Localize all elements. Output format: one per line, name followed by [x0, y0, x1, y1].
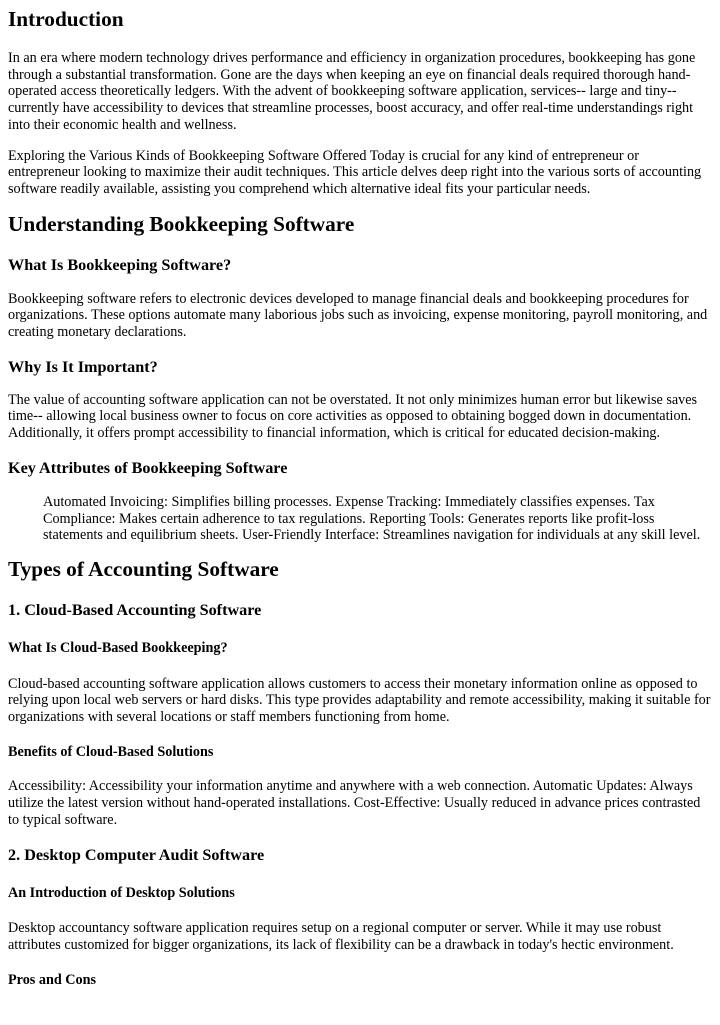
pros-cons-heading: Pros and Cons	[8, 971, 97, 988]
types-heading: Types of Accounting Software	[8, 556, 279, 581]
why-paragraph: The value of accounting software application can not be overstated. It not only minimizes human error but likewise saves time-- allowing local business owner to focus on core activities as opposed to obtaining bogged down in documentation. Additionally, it offers prompt accessibility to financial information, which is critical for educated decision-making.	[8, 391, 698, 442]
introduction-heading: Introduction	[8, 7, 124, 31]
desktop-heading: 2. Desktop Computer Audit Software	[8, 845, 265, 864]
desktop-intro-paragraph: Desktop accountancy software application requires setup on a regional computer or server. While it may use robust attributes customized for bigger organizations, its lack of flexibility can be a drawback in today's hectic environment.	[8, 920, 674, 953]
cloud-benefits-heading: Benefits of Cloud-Based Solutions	[8, 743, 214, 760]
understanding-heading: Understanding Bookkeeping Software	[8, 211, 355, 236]
key-attributes-quote: Automated Invoicing: Simplifies billing processes. Expense Tracking: Immediately classifies expenses. Tax Compliance: Makes certain adherence to tax regulations. Reporting Tools: Generates reports like profit-loss statements and equilibrium sheets. User-Friendly Interface: Streamlines navigation for individuals at any skill level.	[43, 493, 701, 544]
what-is-heading: What Is Bookkeeping Software?	[8, 255, 232, 274]
introduction-paragraph-2: Exploring the Various Kinds of Bookkeeping Software Offered Today is crucial for any kind of entrepreneur or entrepreneur looking to maximize their audit techniques. This article delves deep right into the various sorts of accounting software readily available, assisting you comprehend which alternative ideal fits your particular needs.	[8, 147, 702, 197]
cloud-what-paragraph: Cloud-based accounting software application allows customers to access their monetary information online as opposed to relying upon local web servers or hard disks. This type provides adaptability and remote accessibility, making it suitable for organizations with several locations or staff members functioning from home.	[8, 675, 711, 726]
cloud-benefits-paragraph: Accessibility: Accessibility your information anytime and anywhere with a web connection. Automatic Updates: Always utilize the latest version without hand-operated installations. Cost-Effective: Usually reduced in advance prices contrasted to typical software.	[8, 778, 701, 828]
cloud-heading: 1. Cloud-Based Accounting Software	[8, 600, 262, 619]
key-attributes-heading: Key Attributes of Bookkeeping Software	[8, 458, 288, 477]
what-is-paragraph: Bookkeeping software refers to electronic devices developed to manage financial deals and bookkeeping procedures for organizations. These options automate many laborious jobs such as invoicing, expense monitoring, payroll monitoring, and creating monetary declarations.	[8, 290, 708, 341]
why-heading: Why Is It Important?	[8, 357, 158, 376]
article	[0, 7, 720, 988]
desktop-intro-heading: An Introduction of Desktop Solutions	[8, 884, 235, 901]
cloud-what-heading: What Is Cloud-Based Bookkeeping?	[8, 639, 228, 656]
introduction-paragraph-1: In an era where modern technology drives performance and efficiency in organization procedures, bookkeeping has gone through a substantial transformation. Gone are the days when keeping an eye on financial deals required thorough hand-operated access theoretically ledgers. With the advent of bookkeeping software application, services-- large and tiny-- currently have accessibility to devices that streamline processes, boost accuracy, and offer real-time understandings right into their economic health and wellness.	[8, 50, 696, 133]
